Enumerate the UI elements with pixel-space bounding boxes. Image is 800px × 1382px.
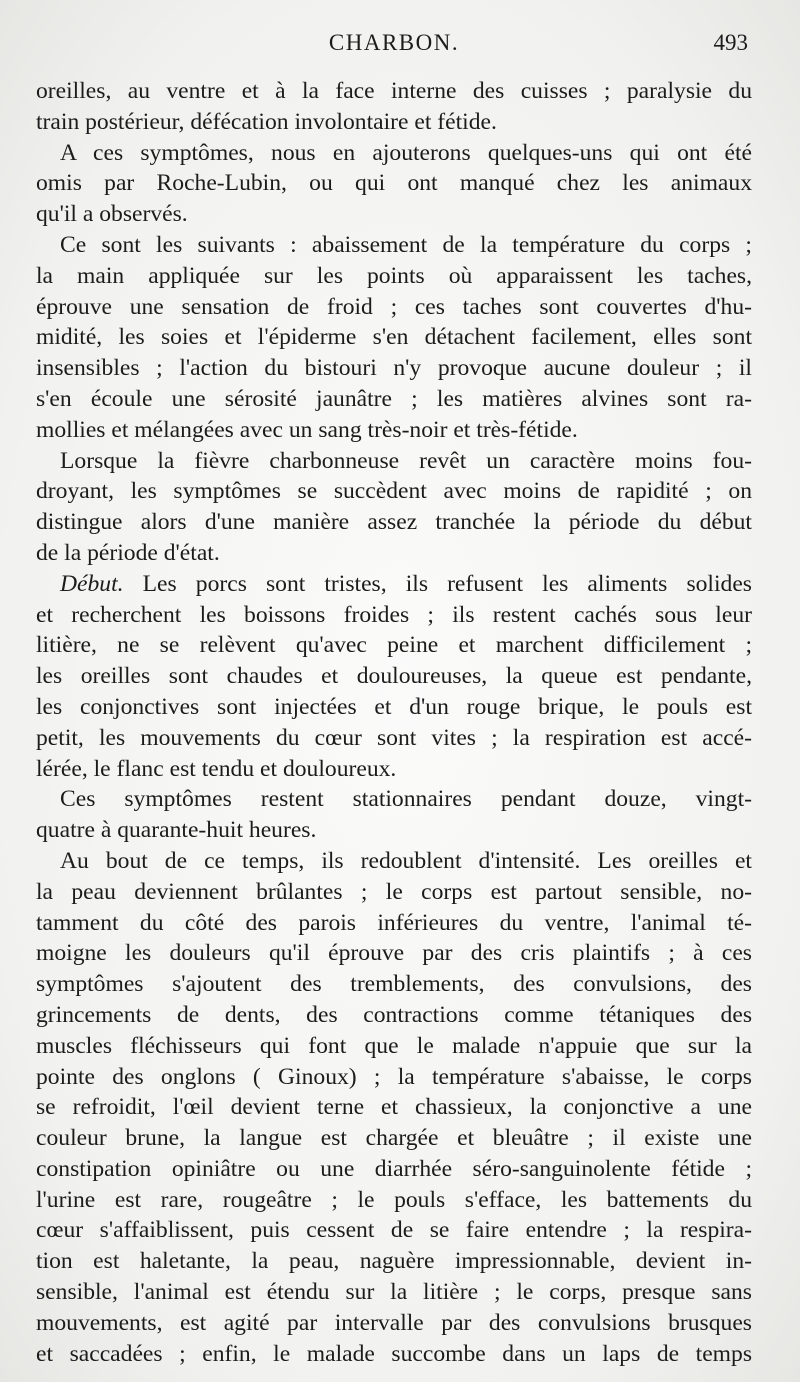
text-line: et recherchent les boissons froides ; ils restent cachés sous leur [36,601,752,628]
text-line: sensible, l'animal est étendu sur la litière ; le corps, presque sans [36,1279,752,1306]
page-header [36,30,752,64]
text-line: insensibles ; l'action du bistouri n'y provoque aucune douleur ; il [36,355,752,382]
text-line: les conjonctives sont injectées et d'un rouge brique, le pouls est [36,693,752,720]
text-line-rest: Les porcs sont tristes, ils refusent les aliments solides [142,570,752,597]
text-line: oreilles, au ventre et à la face interne des cuisses ; paralysie du [36,78,752,104]
text-line: qu'il a observés. [36,201,188,228]
text-line: A ces symptômes, nous en ajouterons quelques-uns qui ont été [60,139,752,166]
text-line: lérée, le flanc est tendu et douloureux. [36,755,397,782]
text-line: moigne les douleurs qu'il éprouve par des cris plaintifs ; à ces [36,940,752,967]
body-text [36,76,752,1369]
text-line: mouvements, est agité par intervalle par des convulsions brusques [36,1309,752,1336]
text-line: se refroidit, l'œil devient terne et chassieux, la conjonctive a une [36,1094,752,1121]
text-line: Lorsque la fièvre charbonneuse revêt un caractère moins fou- [60,447,752,474]
text-line: de la période d'état. [36,539,220,566]
text-line: Au bout de ce temps, ils redoublent d'intensité. Les oreilles et [60,847,752,874]
text-line: tamment du côté des parois inférieures du ventre, l'animal té- [36,909,752,936]
text-line: et saccadées ; enfin, le malade succombe dans un laps de temps [36,1340,752,1367]
running-head: CHARBON. [328,30,460,55]
section-lead-debut: Début. [60,570,124,597]
text-line: droyant, les symptômes se succèdent avec moins de rapidité ; on [36,478,752,505]
text-line: éprouve une sensation de froid ; ces taches sont couvertes d'hu- [36,293,752,320]
text-line: pointe des onglons ( Ginoux) ; la température s'abaisse, le corps [36,1063,752,1090]
text-line [36,569,752,600]
text-line: symptômes s'ajoutent des tremblements, des convulsions, des [36,971,752,998]
text-line: omis par Roche-Lubin, ou qui ont manqué chez les animaux [36,170,752,197]
text-line: couleur brune, la langue est chargée et bleuâtre ; il existe une [36,1125,752,1152]
text-line: mollies et mélangées avec un sang très-noir et très-fétide. [36,416,578,443]
text-line: grincements de dents, des contractions comme tétaniques des [36,1001,752,1028]
text-line: l'urine est rare, rougeâtre ; le pouls s'efface, les battements du [36,1186,752,1213]
text-line: midité, les soies et l'épiderme s'en détachent facilement, elles sont [36,324,752,351]
text-line: quatre à quarante-huit heures. [36,817,317,844]
text-line: distingue alors d'une manière assez tranchée la période du début [36,509,752,536]
text-line: muscles fléchisseurs qui font que le malade n'appuie que sur la [36,1032,752,1059]
text-line: les oreilles sont chaudes et douloureuses, la queue est pendante, [36,663,752,690]
text-line: cœur s'affaiblissent, puis cessent de se faire entendre ; la respira- [36,1217,752,1244]
text-line: la peau deviennent brûlantes ; le corps est partout sensible, no- [36,878,752,905]
text-line: s'en écoule une sérosité jaunâtre ; les matières alvines sont ra- [36,385,752,412]
text-line: petit, les mouvements du cœur sont vites ; la respiration est accé- [36,724,752,751]
text-line: constipation opiniâtre ou une diarrhée séro-sanguinolente fétide ; [36,1155,752,1182]
text-line: tion est haletante, la peau, naguère impressionnable, devient in- [36,1248,752,1275]
page-number: 493 [713,30,748,55]
text-line: Ces symptômes restent stationnaires pendant douze, vingt- [60,786,752,813]
text-line: la main appliquée sur les points où apparaissent les taches, [36,262,752,289]
text-line: litière, ne se relèvent qu'avec peine et marchent difficilement ; [36,632,752,659]
text-line: Ce sont les suivants : abaissement de la température du corps ; [60,231,752,258]
text-line: train postérieur, défécation involontaire et fétide. [36,108,497,135]
